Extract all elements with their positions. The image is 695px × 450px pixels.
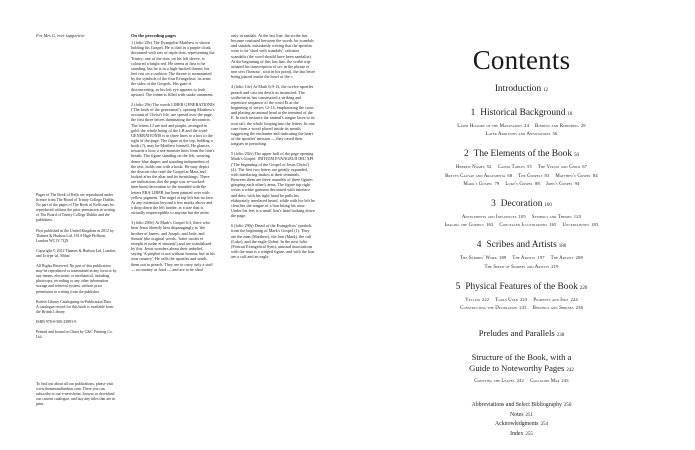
toc-entry: [348, 352, 695, 376]
page-number: 242: [516, 378, 524, 384]
page-number: 29: [580, 123, 586, 128]
page-number: 55: [527, 164, 532, 170]
subsection-label: Luke's Gospel: [505, 181, 533, 187]
toc-entry: [348, 148, 695, 162]
toc-subsection-line: [348, 263, 695, 271]
subsection-label: The Gospels: [518, 173, 543, 179]
toc-subsection: [532, 215, 581, 220]
subsection-label: Concealed Illustrations: [499, 223, 548, 229]
toc-entry: [348, 281, 695, 295]
page-number: 79: [494, 180, 500, 186]
page-number: 222: [481, 296, 490, 302]
subsection-label: Collation Map: [529, 379, 560, 385]
toc-backmatter-entry: [348, 420, 695, 429]
captions-heading: On the preceding pages: [131, 33, 177, 38]
page-number: 18: [567, 112, 573, 117]
left-page: [0, 0, 347, 450]
subsection-label: Pigments and Inks: [533, 297, 569, 303]
toc-subsection-line: [348, 163, 695, 171]
toc-subsection-line: [348, 254, 695, 262]
entry-title: Physical Features of the Book: [465, 281, 578, 292]
page-number: 67: [582, 164, 588, 170]
toc-subsection: [463, 182, 499, 187]
entry-title: Introduction: [494, 84, 542, 94]
page-number: 100: [544, 203, 552, 209]
toc-subsection: [530, 379, 569, 384]
caption-column-2: [231, 33, 315, 259]
page-number: 50: [574, 153, 580, 159]
chapter-number: 1: [470, 108, 476, 118]
toc-subsection: [484, 265, 558, 270]
subsection-label: Bindings and Shrines: [532, 306, 574, 312]
page-number: 186: [558, 244, 567, 250]
page-number: 94: [574, 180, 580, 186]
toc-subsection: [533, 306, 583, 311]
page-number: 52: [486, 164, 492, 170]
subsection-label: Later Additions and Annotations: [485, 132, 551, 138]
toc-subsection: [457, 124, 529, 129]
imprint-footer: [36, 382, 118, 412]
toc-backmatter-entry: [348, 401, 695, 410]
entry-title-line-1: Structure of the Book, with a: [471, 352, 572, 363]
entry-title: Index: [510, 430, 524, 437]
entry-title: Scribes and Artists: [486, 240, 557, 251]
subsection-label: Hebrew Names: [455, 165, 485, 171]
toc-subsection-line: [348, 296, 695, 304]
subsection-label: John's Gospel: [545, 181, 573, 187]
page-number: 223: [519, 296, 528, 302]
caption-paragraph: 1 (folio 28v) The Evangelist Matthew is shown holding his Gospel. He is clad in a purple cloak, decorated with sets of triple dots, representing the Trinity; one of the dots, on his left sleeve, is coloured a bright red. He seems at first to be standing, but he is in a high-backed throne; his feet rest on a cushion. The throne is surmounted by the symbols of the four Evangelists, its arms the sides of the Gospels. His gaze is disconcerting, as his left eye appears to look upward. The frame is filled with snake ornament.: [131, 40, 215, 97]
subsection-label: Mark's Gospel: [463, 181, 493, 187]
page-number: 24: [524, 123, 530, 128]
caption-column-1: [131, 33, 215, 272]
dedication: For Mrs G, ever supportive: [36, 33, 85, 38]
toc-entry: [348, 107, 695, 121]
page-number: 165: [549, 222, 557, 228]
toc-subsection: [562, 223, 598, 228]
toc-entry: [348, 83, 695, 97]
subsection-label: Uncertainties: [562, 223, 590, 229]
imprint-block: [36, 193, 118, 345]
table-of-contents: [348, 83, 695, 439]
toc-subsection: [486, 132, 558, 137]
subsection-label: The Artists: [512, 256, 536, 262]
toc-subsection: [546, 182, 580, 187]
page-number: 84: [592, 172, 598, 178]
chapter-number: 3: [491, 199, 496, 210]
toc-subsection: [495, 298, 527, 303]
imprint-paragraph: Pages of The Book of Kells are reproduced under licence from The Board of Trinity College Dublin. No part of the pages of The Book of Kells may be reproduced without the prior permission in writing of The Board of Trinity College Dublin and the publishers.: [36, 193, 115, 223]
entry-title-line-2: Guide to Noteworthy Pages: [469, 363, 565, 374]
page-number: 197: [537, 255, 545, 261]
chapter-number: 4: [476, 240, 482, 251]
entry-title: Acknowledgments: [495, 421, 539, 428]
caption-paragraph: only in sandals. At the last line, the scribe has become confused between the words for scandals and sandals, mistakenly writing that the apostles were to be 'shod with scandals', calciatos scandalis (the word should have been sandaliis). At the beginning of this last line, the scribe trip-ornated his transcription of sec in the phrase et non sect ('honour', sixit in his point), the last letter being placed inside the bowl of the c.: [231, 33, 315, 80]
subsection-label: Symbols and Themes: [531, 215, 572, 221]
page-number: 123: [573, 214, 582, 220]
page-number: 238: [556, 333, 565, 339]
page-number: 105: [518, 214, 526, 220]
toc-subsection: [499, 223, 556, 228]
entry-title: Notes: [509, 411, 524, 418]
page-number: 68: [507, 172, 513, 178]
toc-subsection-line: [348, 377, 695, 385]
entry-title: Historical Background: [480, 108, 566, 118]
entry-title: The Elements of the Book: [473, 149, 573, 160]
page-number: 208: [575, 255, 583, 261]
toc-subsection: [465, 298, 489, 303]
caption-paragraph: 4 (folio 14v) At Mark 6:9-13, the twelve apostles preach and cast out devils as instructed. The scribe/artist has constructed a striking and repetitive sequence of the word Et at the beginning of verses 12-14, emphasizing the cross and placing an animal head at the terminal of the E. In each instance the animal's tongue laces to its own tail, the whole looping into the letters. In one case from a wood placed inside its mouth, suggesting the enchanter and indicating the heart of the apostles' mission — they cased their tongues in preaching.: [231, 84, 315, 147]
page-number: 251: [525, 412, 534, 418]
page-number: 224: [570, 296, 578, 302]
entry-title: Preludes and Parallels: [478, 328, 555, 339]
subsection-label: Matthew's Gospel: [555, 173, 591, 179]
toc-subsection: [555, 174, 597, 179]
chapter-number: 2: [463, 149, 469, 160]
page-number: 250: [563, 403, 572, 409]
toc-subsection-line: [348, 172, 695, 180]
toc-entry: [348, 327, 695, 342]
page-number: 243: [561, 378, 569, 384]
toc-backmatter-entry: [348, 411, 695, 420]
toc-subsection-line: [348, 122, 695, 130]
toc-subsection: [474, 379, 524, 384]
imprint-paragraph: Copyright © 2012 Thames & Hudson Ltd, London, and Urtype srl, Milan: [36, 248, 117, 258]
toc-subsection-line: [348, 130, 695, 138]
contents-title: Contents: [472, 45, 571, 76]
toc-subsection-line: [348, 213, 695, 221]
toc-subsection: [460, 256, 506, 261]
imprint-paragraph: All Rights Reserved. No part of this publication may be reproduced or transmitted in any form or by any means, electronic or mechanical, including photocopy, recording or any other information storage and retrieval system, without prior permission in writing from the publisher.: [36, 264, 117, 294]
toc-subsection: [445, 223, 494, 228]
subsection-label: Counting the Leaves: [474, 379, 515, 385]
page-number: 233: [519, 305, 527, 311]
caption-paragraph: 6 (folio 290r) Detail of the Evangelists' symbols from the beginning of Mark's Gospel (1). They are the man (Matthew), the lion (Mark), the calf (Luke), and the eagle (John). In the next folio (Portrait Evangelical Sym), unusual associations with the man is a winged figure, and with the lion are a calf and an eagle.: [231, 223, 315, 260]
page-number: 220: [579, 285, 588, 291]
toc-subsection: [538, 165, 587, 170]
chapter-number: 5: [455, 281, 461, 292]
toc-subsection: [456, 165, 492, 170]
toc-subsection: [462, 215, 526, 220]
subsection-label: Breves Causae and Argumenta: [445, 173, 506, 179]
subsection-label: Canon Tables: [497, 165, 525, 171]
imprint-paragraph: British Library Cataloguing-in-Publication Data A catalogue record for this book is available from the British Library: [36, 299, 114, 314]
toc-subsection: [460, 306, 527, 311]
page-number: 12: [543, 88, 549, 93]
toc-backmatter-entry: [348, 430, 695, 439]
entry-title: Decoration: [500, 199, 543, 210]
page-number: 163: [486, 222, 494, 228]
toc-subsection: [535, 124, 586, 129]
page-number: 219: [551, 263, 559, 269]
toc-entry: [348, 198, 695, 212]
page-number: 36: [552, 131, 558, 137]
subsection-label: The Artists: [550, 256, 574, 262]
toc-entry: [348, 239, 695, 253]
page-number: 254: [540, 422, 548, 428]
entry-title: Abbreviations and Select Bibliography: [471, 402, 562, 409]
subsection-label: Vellum: [465, 297, 480, 303]
page-number: 236: [575, 305, 584, 311]
toc-subsection-line: [348, 180, 695, 188]
subsection-label: The Speed of Scribes and Artists: [484, 264, 550, 270]
caption-paragraph: 3 (folio 290v) At Mark's Gospel 6:3, there who hear Jesus identify him disparagingly as 'the brother of James, and Joseph, and Jude, and Simon' (the original words, 'frater iacobi et iosephi et iudae et simonis') and are scandalized by this. Jesus wonders about their unbelief, saying 'A prophet is not without honour, but in his own country'. He calls the apostles and sends them out to preach. They are to carry only a staff — no money or food — and are to be shod: [131, 220, 215, 272]
subsection-label: Constructing the Decoration: [459, 306, 518, 312]
page-number: 88: [534, 180, 540, 186]
toc-subsection-line: [348, 221, 695, 229]
imprint-footer-text: To find out about all our publications, please visit www.thamesandhudson.com. There you can subscribe to our e-newsletter, browse or download our current catalogue, and buy any titles that are in print.: [36, 382, 116, 407]
subsection-label: The Virgin and Child: [537, 165, 581, 171]
subsection-label: Later History of the Manuscript: [457, 124, 523, 129]
right-page: [348, 0, 695, 450]
subsection-label: Imaging the Gospels: [444, 223, 485, 229]
toc-subsection: [498, 165, 532, 170]
page-number: 242: [566, 368, 574, 374]
toc-subsection: [518, 174, 549, 179]
subsection-label: The Scribes' Work: [460, 256, 497, 262]
subsection-label: Binding and Rebinding: [535, 124, 579, 129]
subsection-label: Antecedents and Influences: [461, 215, 517, 221]
page-number: 189: [499, 255, 507, 261]
toc-subsection: [512, 256, 544, 261]
toc-subsection: [445, 174, 512, 179]
page-number: 255: [525, 431, 533, 437]
imprint-paragraph: First published in the United Kingdom in 2012 by Thames & Hudson Ltd, 181A High Holborn, London WC1V 7QX: [36, 228, 114, 243]
subsection-label: Tools Used: [495, 297, 518, 303]
toc-subsection: [551, 256, 583, 261]
imprint-paragraph: Printed and bound in China by C&C Printing Co. Ltd.: [36, 329, 113, 340]
imprint-paragraph: ISBN 978-0-500-23893-9: [36, 319, 77, 324]
caption-paragraph: 2 (folio 29r) The words LIBER GENERATIONIS ('The book of the generation'), opening Matthew's account of Christ's life, are spread over the page, the first three letters dominating the decoration. The letters LI are tied and purple, arranged in gold; the whole being of the LB and the word GENERATIONIS is in three lines to a box to the right of the page. The figure at the top, holding a book (?), may be Matthew himself. He glances towards a lion; a sea-monster bites from the lion's breath. The figure standing on the left, wearing dense blue drapes and standing independent of the text, holds one with a book. He may depict the deacon who read the Gospel at Mass and looked after the altar and its furnishings. There are indications that the page was re-worked: interlaced decoration in the rounded with the letters ERA LIBER has been painted over with yellow pigment. The angel at top left has no face. At any extension beyond a few marks above and a drop down the left border, at a size that is virtually imperceptible to anyone but the artist.: [131, 101, 215, 216]
toc-subsection-line: [348, 304, 695, 312]
caption-paragraph: 5 (folio 292r) The upper half of the page opening Mark's Gospel: INITIUM EVANGELII IHU XPI ('The beginning of the Gospel of Jesus Christ') (4). The first two letters are greatly expanded, with interlacing snakes at their terminals. Between them are three roundels of three figures grasping each other's arms. The figure top right wears a white garment decorated with interlace and dots; with his right hand he pulls his elaborately interlaced beard, while with his left he clenches the tongue of a lion biting his nose. Under his feet is a small lion's head looking down the page.: [231, 151, 315, 219]
page-number: 183: [591, 222, 599, 228]
toc-subsection: [505, 182, 539, 187]
page-number: 83: [544, 172, 550, 178]
toc-subsection: [533, 298, 578, 303]
